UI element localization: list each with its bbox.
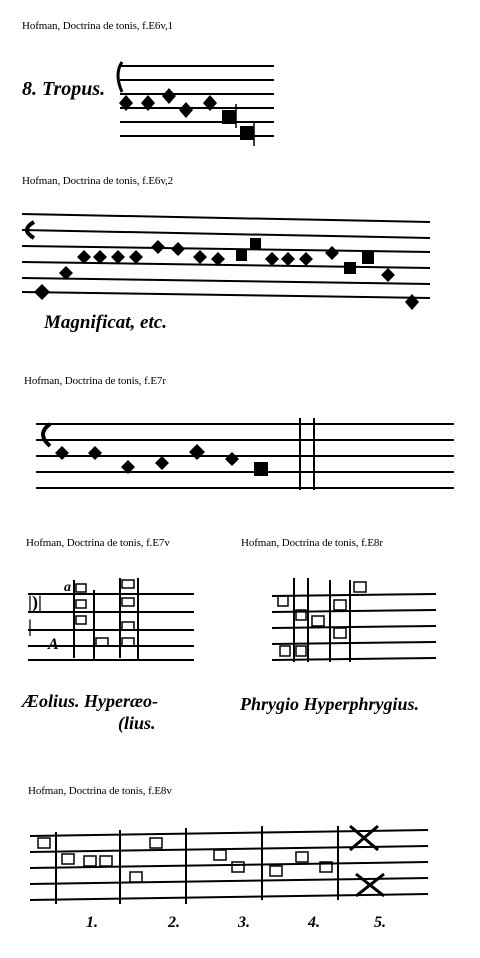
caption-example-6: Hofman, Doctrina de tonis, f.E8v <box>28 785 172 797</box>
label-aeolius-line-1: Æolius. Hyperæo- <box>22 691 158 711</box>
number-5: 5. <box>374 914 386 931</box>
caption-example-1: Hofman, Doctrina de tonis, f.E6v,1 <box>22 20 174 32</box>
caption-example-3: Hofman, Doctrina de tonis, f.E7r <box>24 375 166 387</box>
svg-text:|)|: |)| <box>28 592 42 612</box>
number-1: 1. <box>86 914 98 931</box>
mark-small-a: a <box>64 580 71 595</box>
caption-example-2: Hofman, Doctrina de tonis, f.E6v,2 <box>22 175 174 187</box>
mark-capital-a: A <box>48 636 59 653</box>
number-3: 3. <box>238 914 250 931</box>
number-4: 4. <box>308 914 320 931</box>
label-aeolius-line-2: (lius. <box>118 713 156 733</box>
number-2: 2. <box>168 914 180 931</box>
label-8-tropus: 8. Tropus. <box>22 78 106 100</box>
svg-text:|: | <box>28 616 32 636</box>
caption-example-5: Hofman, Doctrina de tonis, f.E8r <box>241 537 383 549</box>
caption-example-4: Hofman, Doctrina de tonis, f.E7v <box>26 537 170 549</box>
label-magnificat: Magnificat, etc. <box>44 312 167 333</box>
label-phrygio: Phrygio Hyperphrygius. <box>240 694 420 714</box>
